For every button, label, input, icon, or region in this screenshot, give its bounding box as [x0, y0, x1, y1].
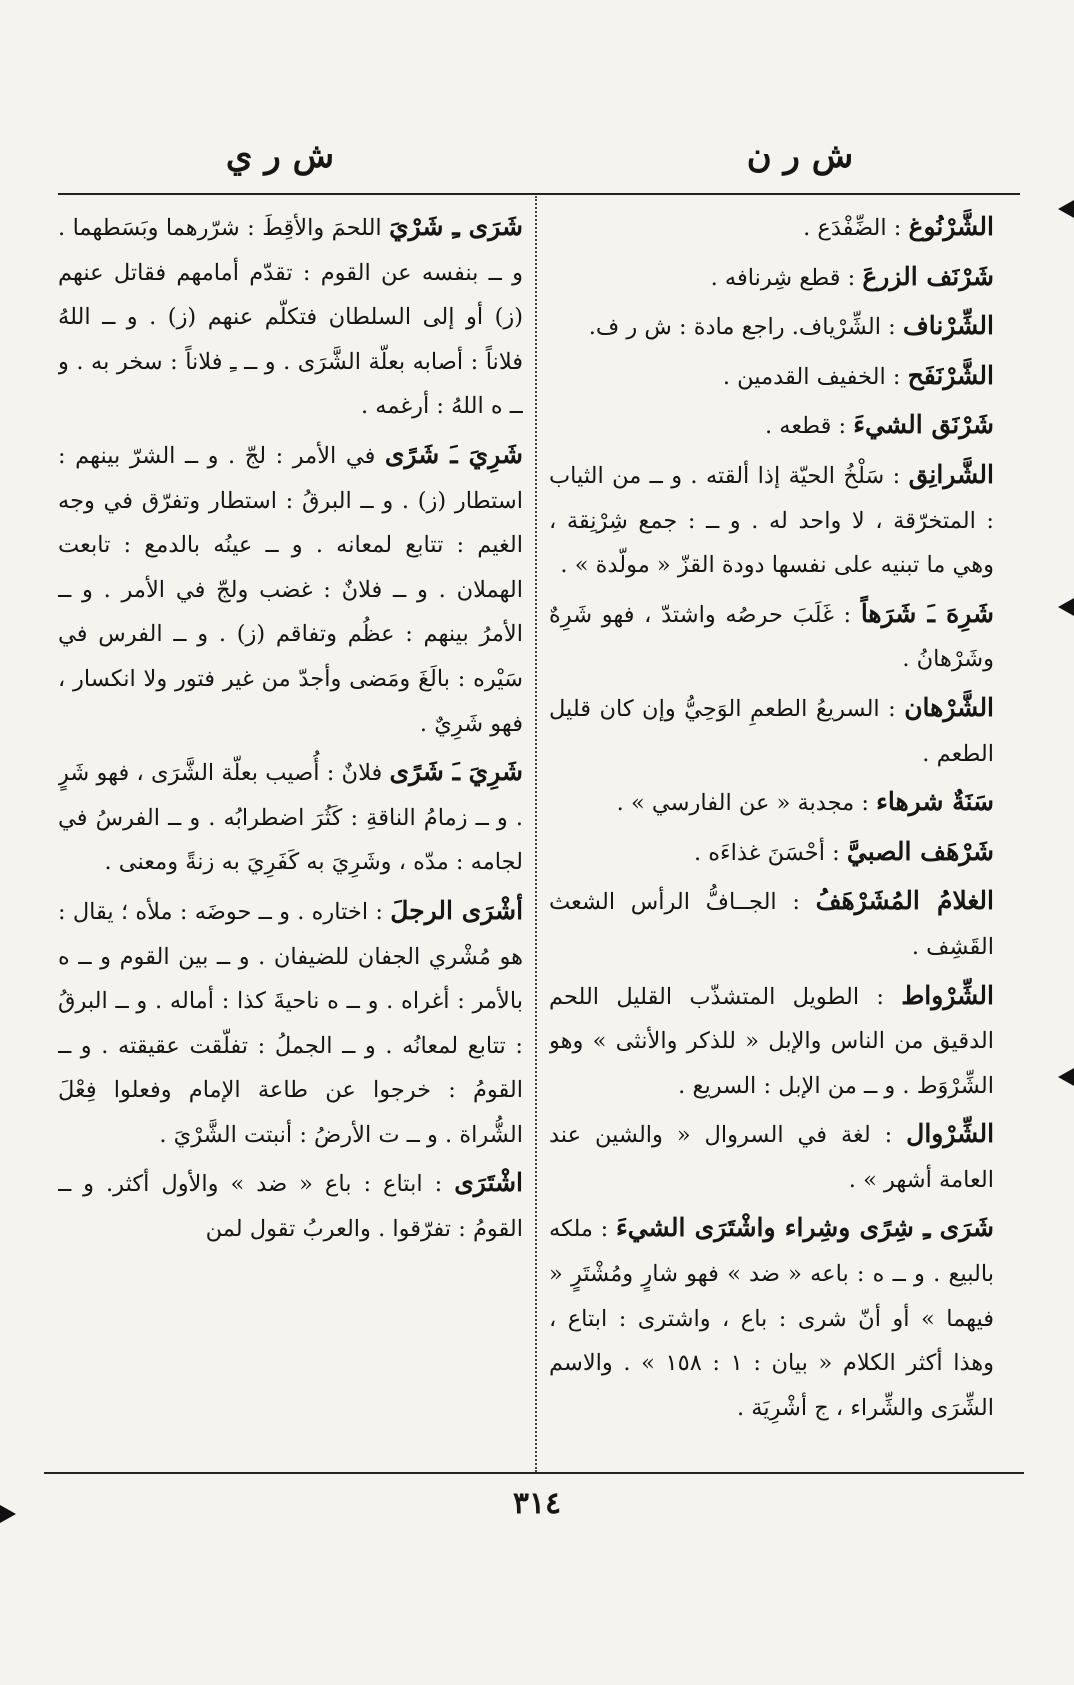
entry-definition: : السريعُ الطعمِ الوَحِيُّ وإن كان قليل الطعم .	[549, 695, 994, 767]
entry-definition: : لغة في السروال « والشين عند العامة أشهر » .	[549, 1122, 994, 1193]
entry-definition: : مجدبة « عن الفارسي » .	[616, 790, 869, 817]
entry-definition: : أحْسَنَ غذاءَه .	[693, 839, 840, 866]
entry-headword: سَنَةٌ شرهاء	[876, 787, 994, 817]
entry-definition: : اختاره . و ــ حوضَه : ملأه ؛ يقال : هو مُشْري الجفان للضيفان . و ــ بين القوم و ــ ه بالأمر : أغراه . و ــ ه ناحيةَ كذا : أماله . و ــ البرقُ : تتابع لمعانُه . و ــ الجملُ : تفلّقت عقيقته . و ــ القومُ : خرجوا عن طاعة الإمام وفعلوا فِعْلَ الشُّراة . و ــ ت الأرضُ : أنبتت الشَّرْيَ .	[58, 898, 523, 1148]
entry-definition: : ابتاع : باع « ضد » والأول أكثر. و ــ القومُ : تفرّقوا . والعربُ تقول لمن	[58, 1171, 523, 1243]
right-column-root-heading: ش ر ن	[746, 136, 854, 176]
entry-definition: : الخفيف القدمين .	[722, 363, 901, 390]
entry-headword: الشَّرْهان	[904, 692, 994, 722]
page-number: ٣١٤	[512, 1486, 562, 1521]
entry-definition: : الطويل المتشذّب القليل اللحم الدقيق من الناس والإبل « للذكر والأنثى » وهو الشِّرْوَط . و ــ من الإبل : السريع .	[549, 983, 994, 1099]
left-column	[58, 205, 523, 1465]
entry-definition: : قطع شِرنافه .	[710, 264, 856, 291]
entry-headword: شَرِهَ ـَ شَرَهاً	[860, 598, 994, 628]
right-column	[549, 205, 994, 1465]
dictionary-entry	[58, 205, 523, 429]
dictionary-entry	[549, 686, 994, 776]
dictionary-entry	[549, 1206, 994, 1430]
margin-arrow-icon	[0, 1505, 16, 1523]
entry-definition: : سَلْخُ الحيّة إذا ألقته . و ــ من الثياب : المتخرّقة ، لا واحد له . و ــ : جمع شِرْنِقة ، وهي ما تبنيه على نفسها دودة القزّ « مولّدة » .	[549, 462, 994, 579]
dictionary-entry	[549, 830, 994, 876]
dictionary-entry	[58, 433, 523, 746]
margin-arrow-icon	[1058, 598, 1074, 616]
footer-rule	[44, 1472, 1024, 1474]
page-header	[60, 130, 1020, 190]
dictionary-entry	[549, 403, 994, 449]
dictionary-entry	[549, 304, 994, 350]
entry-definition: : غَلَبَ حرصُه واشتدّ ، فهو شَرِهٌ وشَرْهانُ .	[549, 601, 994, 673]
entry-definition: : قطعه .	[764, 413, 847, 440]
dictionary-entry	[58, 750, 523, 885]
entry-headword: اشْتَرَى	[454, 1168, 523, 1198]
dictionary-entry	[549, 255, 994, 301]
entry-headword: شَرْنَف الزرعَ	[862, 261, 994, 291]
dictionary-entry	[549, 592, 994, 682]
entry-headword: الشِّرْوال	[906, 1119, 994, 1149]
entry-headword: شَرِيَ ـَ شَرًى	[389, 757, 523, 787]
entry-headword: الشَّرانِق	[908, 459, 994, 489]
entry-definition: اللحمَ والأقِطَ : شرّرهما وبَسَطهما . و ــ بنفسه عن القوم : تقدّم أمامهم فقاتل عنهم (ز) أو إلى السلطان فتكلّم عنهم (ز) . و ــ اللهُ فلاناً : أصابه بعلّة الشَّرَى . و ــ ـِ فلاناً : سخر به . و ــ ه اللهُ : أرغمه .	[58, 215, 523, 420]
dictionary-entry	[549, 879, 994, 969]
entry-definition: فلانٌ : أُصيب بعلّة الشَّرَى ، فهو شَرٍ . و ــ زمامُ الناقةِ : كَثُرَ اضطرابُه . و ــ الفرسُ في لجامه : مدّه ، وشَرِيَ به كَفَرِيَ به زنةً ومعنى .	[58, 760, 523, 876]
dictionary-entry	[549, 453, 994, 588]
entry-definition: : ملكه بالبيع . و ــ ه : باعه « ضد » فهو شارٍ ومُشْتَرٍ « فيهما » أو أنّ شرى : باع ، واشترى : ابتاع ، وهذا أكثر الكلام « بيان : ١ : ١٥٨ » . والاسم الشِّرَى والشِّراء ، ج أشْرِيَة .	[549, 1216, 994, 1421]
entry-headword: شَرْهَف الصبيَّ	[846, 836, 994, 866]
entry-headword: شَرَى ـِ شَرْيَ	[389, 212, 523, 241]
entry-definition: : الجــافُّ الرأس الشعث القَشِف .	[549, 889, 994, 960]
dictionary-entry	[549, 780, 994, 826]
entry-definition: : الشِّرْياف. راجع مادة : ش ر ف.	[588, 314, 896, 341]
dictionary-entry	[549, 205, 994, 251]
entry-definition: : الضِّفْدَع .	[803, 215, 902, 241]
header-rule	[58, 193, 1020, 195]
margin-arrow-icon	[1058, 1068, 1074, 1086]
entry-headword: الشِّرْناف	[902, 311, 994, 341]
entry-headword: الشَّرْنَفَح	[907, 360, 994, 390]
dictionary-entry	[549, 354, 994, 400]
margin-arrow-icon	[1058, 200, 1074, 218]
entry-headword: شَرْنَق الشيءَ	[853, 410, 994, 440]
entry-headword: الشَّرْنُوغ	[908, 212, 994, 241]
entry-headword: الغلامُ المُشَرْهَفُ	[815, 886, 994, 916]
left-column-root-heading: ش ر ي	[225, 136, 335, 176]
column-divider	[535, 196, 537, 1472]
dictionary-entry	[549, 1112, 994, 1202]
entry-definition: في الأمر : لجّ . و ــ الشرّ بينهم : استطار (ز) . و ــ البرقُ : استطار وتفرّق في وجه الغيم : تتابع لمعانه . و ــ عينُه بالدمع : تابعت الهملان . و ــ فلانٌ : غضب ولجّ في الأمر . و ــ الأمرُ بينهم : عظُم وتفاقم (ز) . و ــ الفرس في سَيْره : بالَغَ ومَضى وأجدّ من غير فتور ولا انكسار ، فهو شَرِيٌ .	[58, 442, 523, 737]
entry-headword: شَرَى ـِ شِرًى وشِراء واشْتَرَى الشيءَ	[615, 1213, 994, 1243]
entry-headword: شَرِيَ ـَ شَرًى	[384, 439, 523, 469]
entry-headword: أشْرَى الرجلَ	[390, 895, 523, 925]
dictionary-entry	[58, 889, 523, 1158]
dictionary-entry	[58, 1161, 523, 1251]
dictionary-entry	[549, 974, 994, 1109]
entry-headword: الشِّرْواط	[901, 980, 994, 1010]
